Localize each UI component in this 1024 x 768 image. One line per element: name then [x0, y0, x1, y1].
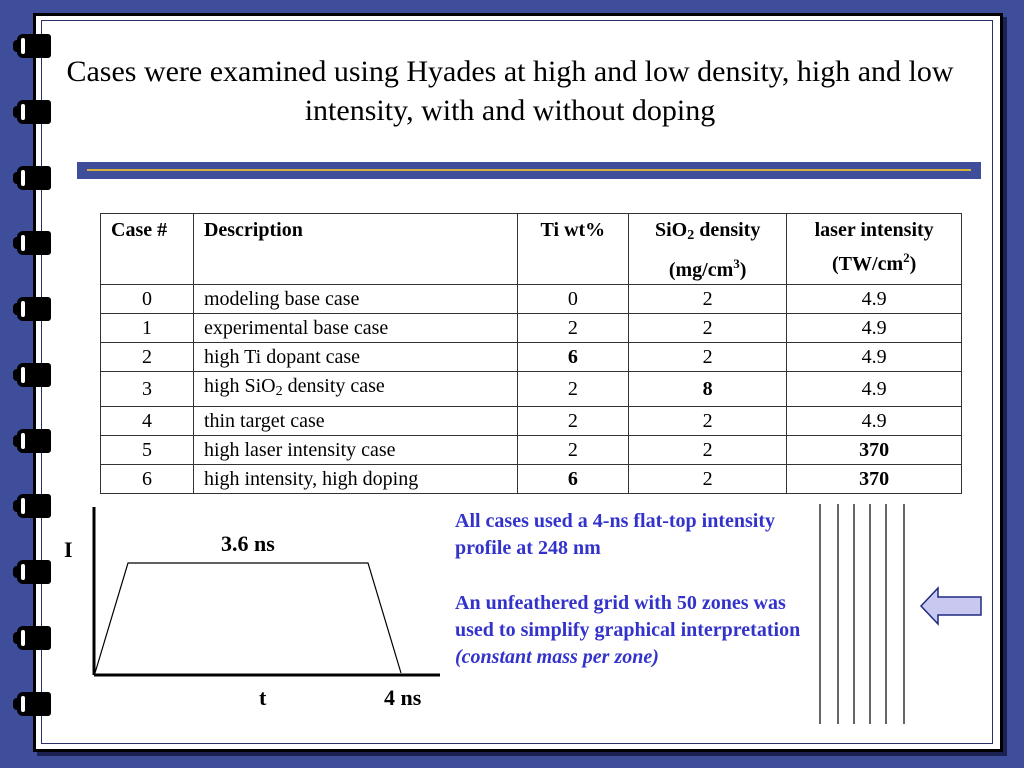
- cell-laser: 4.9: [787, 372, 962, 407]
- cell-sio2: 8: [629, 372, 787, 407]
- cell-case: 6: [101, 465, 194, 494]
- cases-table: [100, 213, 962, 494]
- header-laser-unit-a: (TW/cm: [832, 253, 904, 275]
- header-sio2-text-b: density: [694, 219, 761, 241]
- cell-ti: 6: [517, 465, 628, 494]
- header-description: Description: [193, 214, 517, 285]
- cell-laser: 370: [787, 436, 962, 465]
- cell-sio2: 2: [629, 407, 787, 436]
- header-laser-unit-superscript: 2: [903, 250, 910, 265]
- cell-sio2: 2: [629, 436, 787, 465]
- cell-description-text-a: high SiO: [203, 375, 276, 397]
- header-laser-unit-b: ): [909, 253, 917, 275]
- cell-description: [193, 372, 517, 407]
- flat-top-label: 3.6 ns: [221, 531, 275, 556]
- header-sio2-unit-superscript: 3: [733, 256, 740, 271]
- cell-sio2: 2: [629, 465, 787, 494]
- binder-ring-icon: [17, 626, 51, 650]
- x-axis-label: t: [259, 685, 267, 710]
- cell-sio2: 2: [629, 285, 787, 314]
- binder-ring-icon: [17, 560, 51, 584]
- cell-case: 2: [101, 343, 194, 372]
- cell-description-text-b: density case: [282, 375, 385, 397]
- note-grid: An unfeathered grid with 50 zones was used to simplify graphical interpretation: [455, 592, 801, 641]
- cell-case: 0: [101, 285, 194, 314]
- cell-description: modeling base case: [193, 285, 517, 314]
- y-axis-label: I: [64, 537, 73, 562]
- table-row: [101, 436, 962, 465]
- header-sio2-density: [629, 214, 787, 285]
- cell-laser: 4.9: [787, 285, 962, 314]
- note-constant-mass-text: (constant mass per zone): [455, 646, 659, 668]
- notes-panel: [455, 508, 810, 671]
- table-row: [101, 285, 962, 314]
- cell-sio2: 2: [629, 343, 787, 372]
- cell-sio2: 2: [629, 314, 787, 343]
- cell-ti: 2: [517, 314, 628, 343]
- binder-ring-icon: [17, 166, 51, 190]
- cell-laser: 4.9: [787, 407, 962, 436]
- title-divider: [77, 162, 981, 179]
- binder-ring-icon: [17, 494, 51, 518]
- cell-ti: 2: [517, 372, 628, 407]
- cell-case: 3: [101, 372, 194, 407]
- table-row: [101, 407, 962, 436]
- header-case: Case #: [101, 214, 194, 285]
- header-sio2-subscript: 2: [687, 228, 695, 243]
- cell-ti: 2: [517, 436, 628, 465]
- slide-title: Cases were examined using Hyades at high and low density, high and low intensity, with and without doping: [66, 55, 954, 127]
- grid-zones-diagram: [812, 500, 922, 730]
- header-sio2-unit-b: ): [739, 259, 747, 281]
- header-laser-text: laser intensity: [814, 219, 934, 241]
- cell-description: experimental base case: [193, 314, 517, 343]
- table-header-row: [101, 214, 962, 285]
- cell-case: 1: [101, 314, 194, 343]
- cell-laser: 370: [787, 465, 962, 494]
- cell-description: thin target case: [193, 407, 517, 436]
- cell-ti: 0: [517, 285, 628, 314]
- cell-description-subscript: 2: [275, 384, 283, 399]
- note-constant-mass: [455, 644, 810, 671]
- header-laser-intensity: [787, 214, 962, 285]
- table-row: [101, 343, 962, 372]
- note-pulse-profile: All cases used a 4-ns flat-top intensity profile at 248 nm: [455, 510, 776, 559]
- table-row: [101, 314, 962, 343]
- pulse-profile-diagram: [55, 495, 445, 725]
- binder-ring-icon: [17, 429, 51, 453]
- header-sio2-text-a: SiO: [654, 219, 688, 241]
- note-spacer: [455, 562, 810, 590]
- cell-case: 4: [101, 407, 194, 436]
- left-arrow-icon: [918, 586, 984, 626]
- cell-description: high intensity, high doping: [193, 465, 517, 494]
- table-row: [101, 372, 962, 407]
- cell-laser: 4.9: [787, 343, 962, 372]
- binder-ring-icon: [17, 297, 51, 321]
- flat-top-pulse: [95, 563, 401, 673]
- cell-ti: 2: [517, 407, 628, 436]
- cell-ti: 6: [517, 343, 628, 372]
- cell-description: high laser intensity case: [193, 436, 517, 465]
- cell-case: 5: [101, 436, 194, 465]
- header-sio2-unit-a: (mg/cm: [668, 259, 734, 281]
- title-divider-accent: [87, 169, 971, 171]
- table-row: [101, 465, 962, 494]
- end-time-label: 4 ns: [384, 685, 422, 710]
- cell-description: high Ti dopant case: [193, 343, 517, 372]
- binder-ring-icon: [17, 363, 51, 387]
- left-arrow-shape: [921, 588, 981, 624]
- binder-ring-icon: [17, 231, 51, 255]
- binder-ring-icon: [17, 692, 51, 716]
- header-ti: Ti wt%: [517, 214, 628, 285]
- cell-laser: 4.9: [787, 314, 962, 343]
